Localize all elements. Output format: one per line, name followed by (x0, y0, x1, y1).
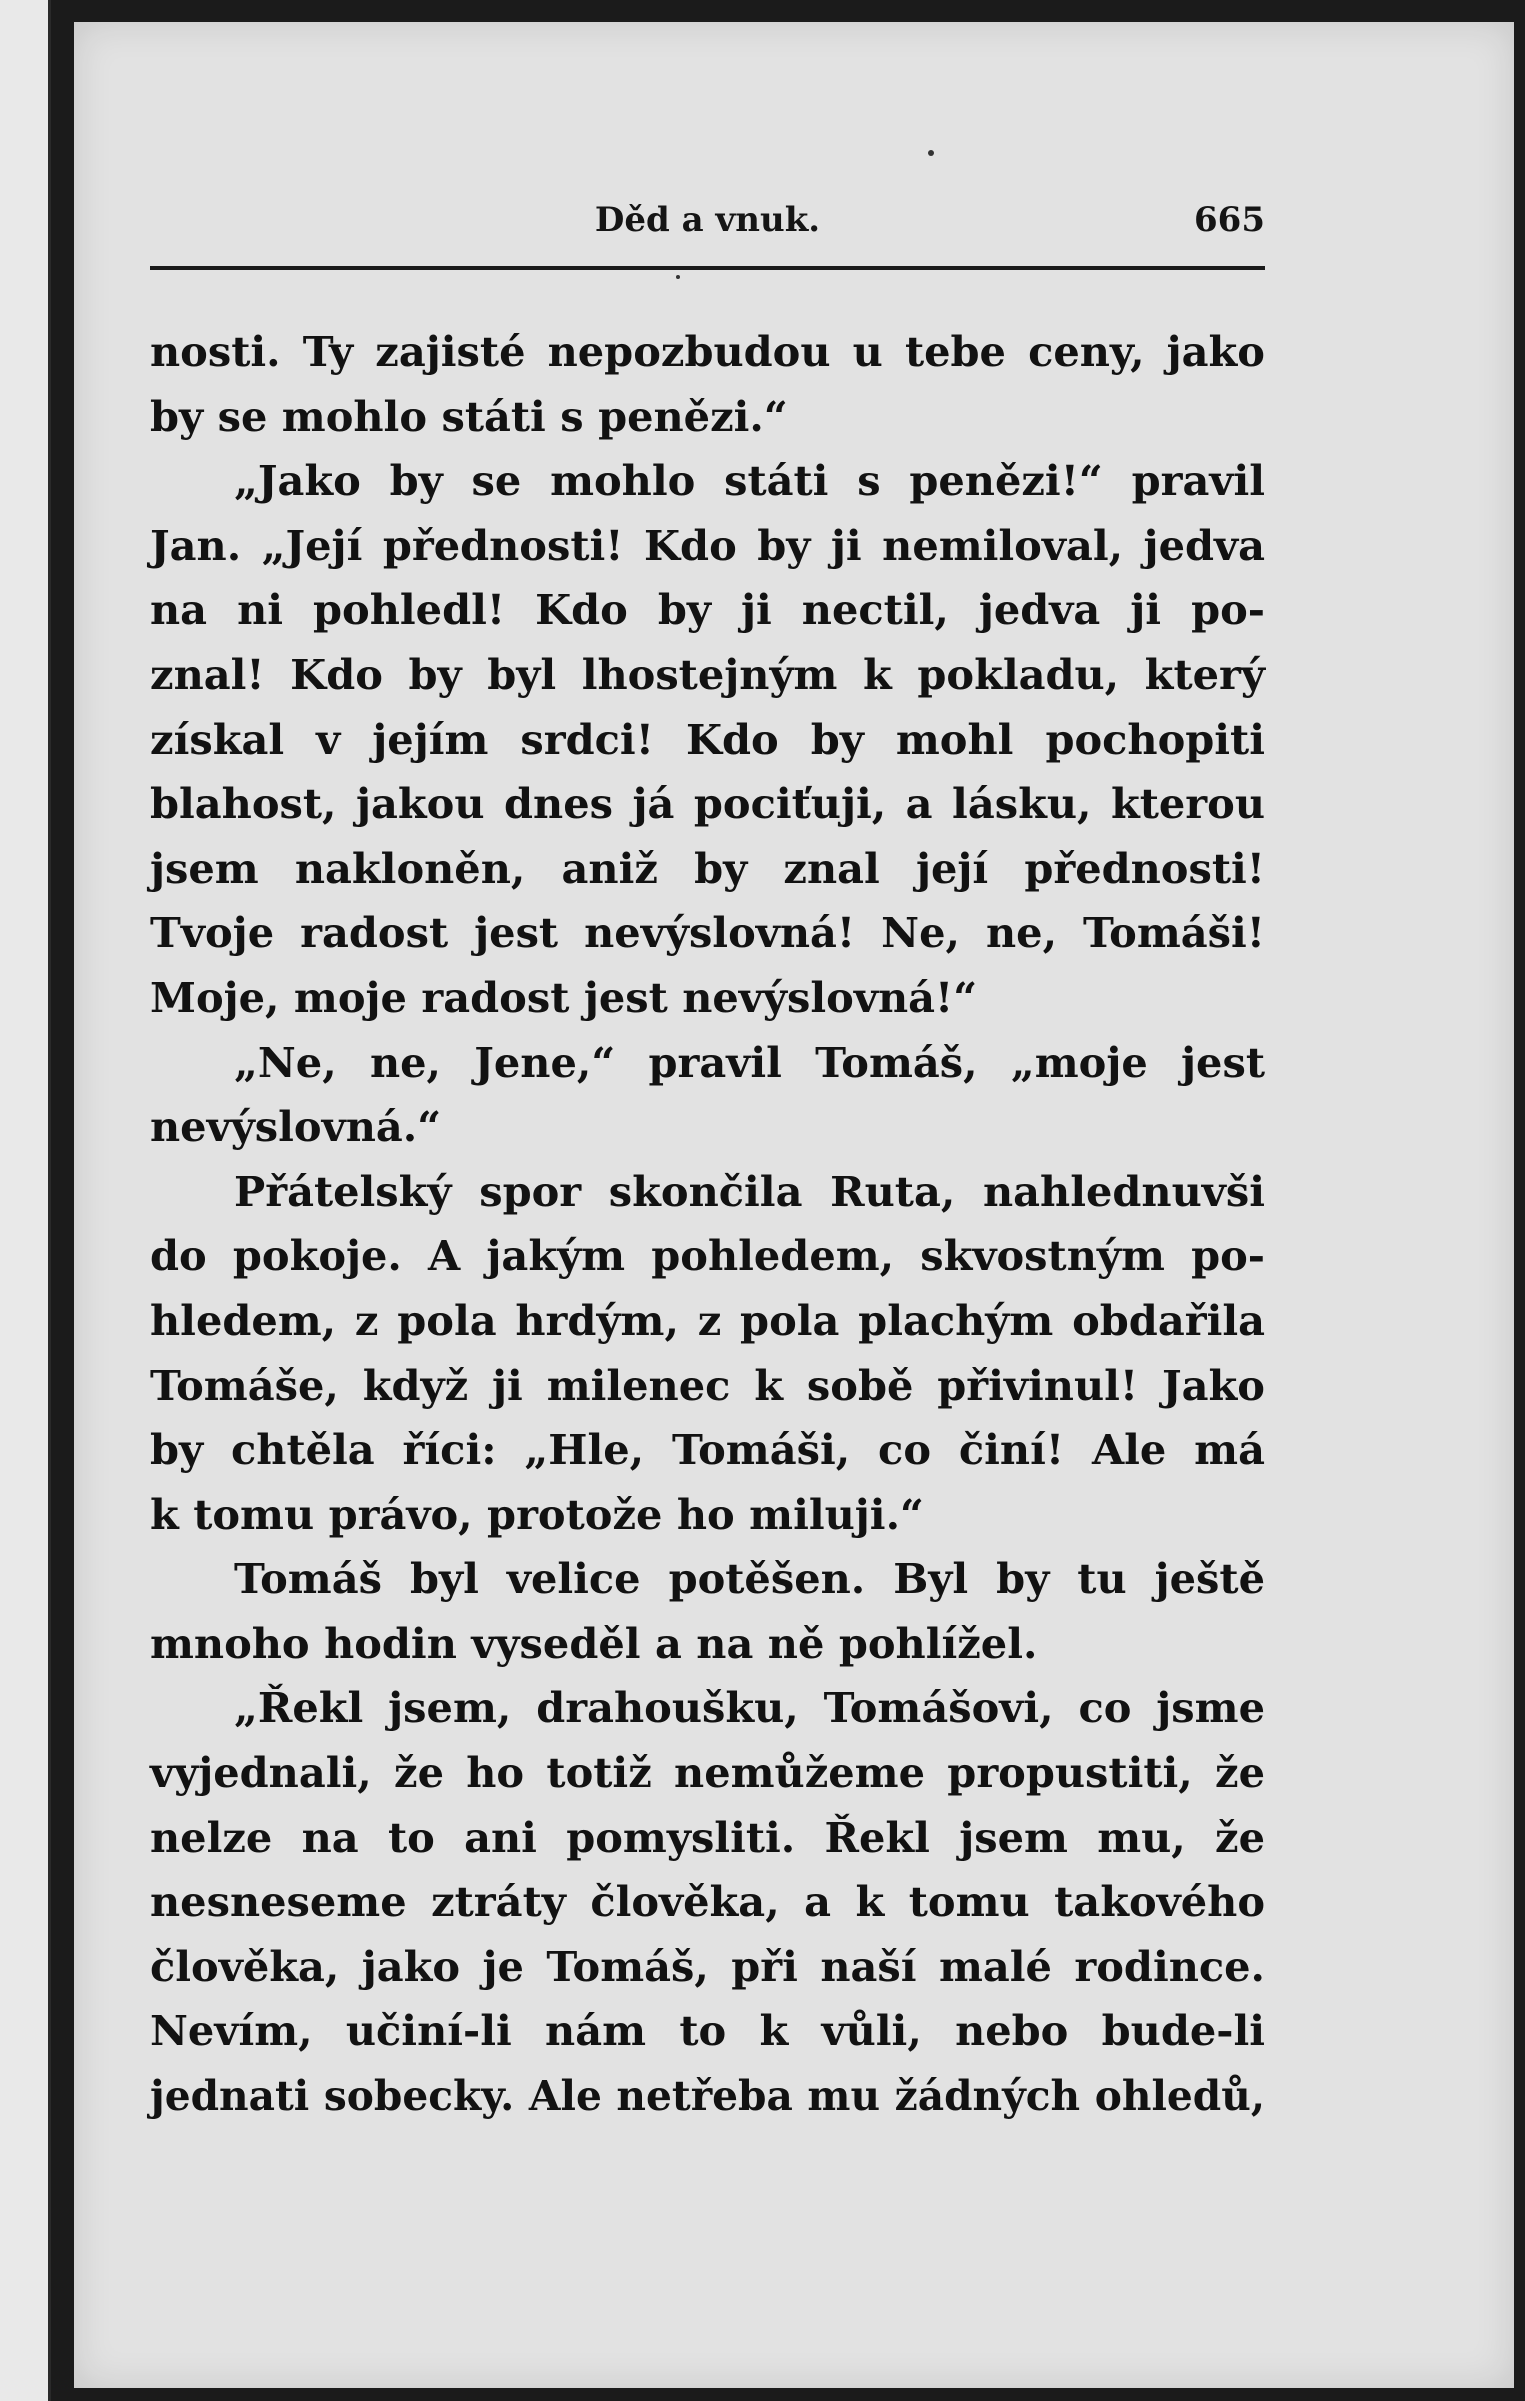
adjacent-page-edge (0, 0, 51, 2401)
text-line: Tvoje radost jest nevýslovná! Ne, ne, Tomáši! (150, 908, 1265, 958)
text-line: „Řekl jsem, drahoušku, Tomášovi, co jsme (234, 1683, 1265, 1733)
text-line: „Ne, ne, Jene,“ pravil Tomáš, „moje jest (234, 1037, 1265, 1087)
speck (928, 150, 934, 156)
text-line: k tomu právo, protože ho miluji.“ (150, 1489, 924, 1539)
text-line: Tomáš byl velice potěšen. Byl by tu ještě (234, 1554, 1265, 1604)
text-line: „Jako by se mohlo státi s penězi!“ pravil (234, 456, 1265, 506)
text-line: znal! Kdo by byl lhostejným k pokladu, který (150, 649, 1265, 699)
text-line: Jan. „Její přednosti! Kdo by ji nemiloval, jedva (150, 520, 1265, 570)
text-line: nevýslovná.“ (150, 1102, 442, 1152)
text-line: by se mohlo státi s penězi.“ (150, 391, 788, 441)
text-line: člověka, jako je Tomáš, při naší malé rodince. (150, 1941, 1265, 1991)
text-line: Tomáše, když ji milenec k sobě přivinul! Jako (150, 1360, 1265, 1410)
speck (676, 275, 680, 279)
text-line: Přátelský spor skončila Ruta, nahlednuvši (234, 1166, 1265, 1216)
page-number: 665 (1194, 200, 1265, 240)
text-line: blahost, jakou dnes já pociťuji, a lásku, kterou (150, 779, 1265, 829)
text-line: hledem, z pola hrdým, z pola plachým obdařila (150, 1295, 1265, 1345)
text-line: nesneseme ztráty člověka, a k tomu takového (150, 1877, 1265, 1927)
text-line: jsem nakloněn, aniž by znal její přednosti! (150, 843, 1265, 893)
text-line: Moje, moje radost jest nevýslovná!“ (150, 972, 978, 1022)
text-line: získal v jejím srdci! Kdo by mohl pochopiti (150, 714, 1265, 764)
running-title: Děd a vnuk. (594, 200, 821, 240)
text-line: nosti. Ty zajisté nepozbudou u tebe ceny, jako (150, 327, 1265, 376)
text-line: do pokoje. A jakým pohledem, skvostným po- (150, 1231, 1265, 1281)
text-line: Nevím, učiní-li nám to k vůli, nebo bude-li (150, 2006, 1265, 2056)
text-line: vyjednali, že ho totiž nemůžeme propustiti, že (150, 1748, 1265, 1798)
text-line: jednati sobecky. Ale netřeba mu žádných ohledů, (150, 2072, 1265, 2121)
text-line: na ni pohledl! Kdo by ji nectil, jedva ji po- (150, 585, 1265, 635)
text-line: nelze na to ani pomysliti. Řekl jsem mu, že (150, 1812, 1265, 1862)
body-text (150, 320, 1265, 2129)
text-line: mnoho hodin vyseděl a na ně pohlížel. (150, 1618, 1038, 1668)
running-header (150, 180, 1265, 270)
text-line: by chtěla říci: „Hle, Tomáši, co činí! Ale má (150, 1425, 1265, 1475)
